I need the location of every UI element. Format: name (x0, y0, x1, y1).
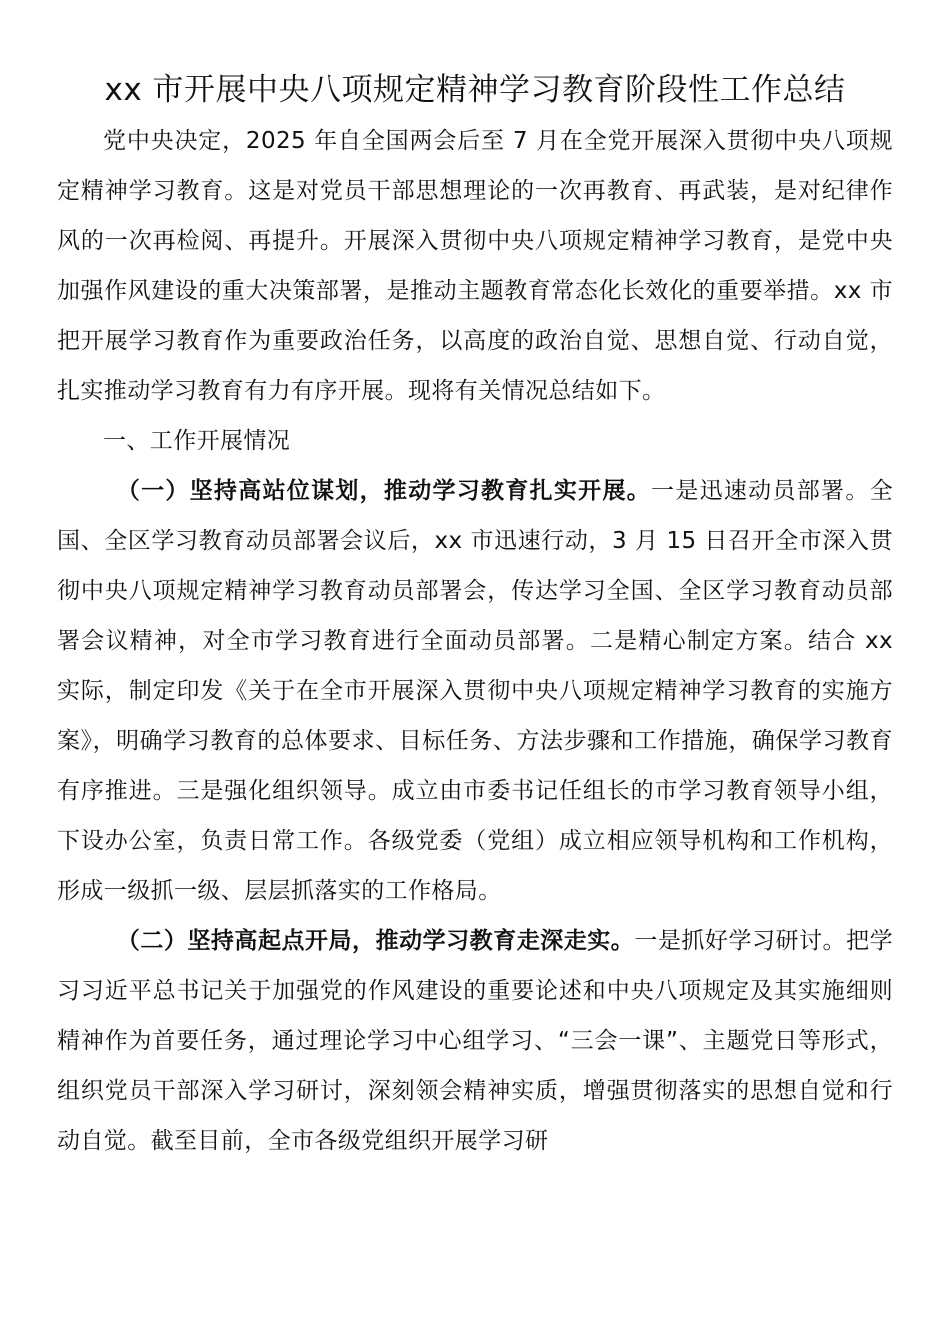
item-1-paragraph (57, 466, 893, 916)
section-heading-1: 一、工作开展情况 (103, 428, 291, 454)
document-title: xx 市开展中央八项规定精神学习教育阶段性工作总结 (104, 72, 846, 108)
item-2-text: 一是抓好学习研讨。把学习习近平总书记关于加强党的作风建设的重要论述和中央八项规定及其实施细则精神作为首要任务，通过理论学习中心组学习、“三会一课”、主题党日等形式，组织党员干部深入学习研讨，深刻领会精神实质，增强贯彻落实的思想自觉和行动自觉。截至目前，全市各级党组织开展学习研 (57, 928, 893, 1154)
intro-paragraph: 党中央决定，2025 年自全国两会后至 7 月在全党开展深入贯彻中央八项规定精神学习教育。这是对党员干部思想理论的一次再教育、再武装，是对纪律作风的一次再检阅、再提升。开展深入贯彻中央八项规定精神学习教育，是党中央加强作风建设的重大决策部署，是推动主题教育常态化长效化的重要举措。xx 市把开展学习教育作为重要政治任务，以高度的政治自觉、思想自觉、行动自觉，扎实推动学习教育有力有序开展。现将有关情况总结如下。 (57, 128, 893, 404)
item-2-lead: （二）坚持高起点开局，推动学习教育走深走实。 (116, 928, 635, 954)
item-1-lead: （一）坚持高站位谋划，推动学习教育扎实开展。 (116, 478, 652, 504)
item-1-text: 一是迅速动员部署。全国、全区学习教育动员部署会议后，xx 市迅速行动，3 月 15 日召开全市深入贯彻中央八项规定精神学习教育动员部署会，传达学习全国、全区学习教育动员部署会议精神，对全市学习教育进行全面动员部署。二是精心制定方案。结合 xx 实际，制定印发《关于在全市开展深入贯彻中央八项规定精神学习教育的实施方案》，明确学习教育的总体要求、目标任务、方法步骤和工作措施，确保学习教育有序推进。三是强化组织领导。成立由市委书记任组长的市学习教育领导小组，下设办公室，负责日常工作。各级党委（党组）成立相应领导机构和工作机构，形成一级抓一级、层层抓落实的工作格局。 (57, 478, 893, 904)
document-body (57, 116, 893, 1166)
item-2-paragraph (57, 916, 893, 1166)
